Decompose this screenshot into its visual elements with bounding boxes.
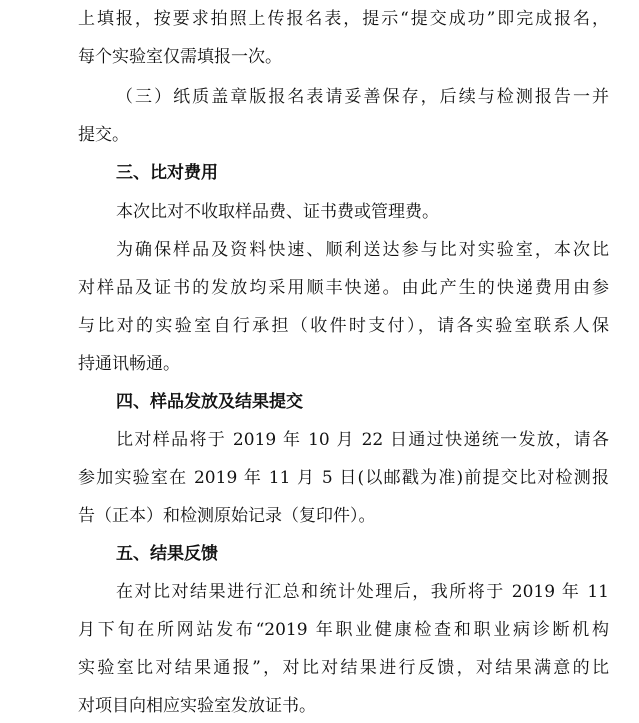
paragraph-line: 本次比对不收取样品费、证书费或管理费。 xyxy=(116,202,439,222)
paragraph-line: 告（正本）和检测原始记录（复印件）。 xyxy=(78,506,376,526)
paragraph-line: 上填报，按要求拍照上传报名表，提示“提交成功”即完成报名， xyxy=(78,9,609,29)
section-heading-fees: 三、比对费用 xyxy=(116,163,218,183)
paragraph-line: 比对样品将于 2019 年 10 月 22 日通过快递统一发放，请各 xyxy=(116,430,609,450)
section-heading-feedback: 五、结果反馈 xyxy=(116,544,218,564)
section-heading-samples: 四、样品发放及结果提交 xyxy=(116,392,303,412)
paragraph-line: 实验室比对结果通报”，对比对结果进行反馈，对结果满意的比 xyxy=(78,658,609,678)
paragraph-line: 月下旬在所网站发布“2019 年职业健康检查和职业病诊断机构 xyxy=(78,620,609,640)
paragraph-line: 与比对的实验室自行承担（收件时支付），请各实验室联系人保 xyxy=(78,316,609,336)
paragraph-line: 为确保样品及资料快速、顺利送达参与比对实验室，本次比 xyxy=(116,240,609,260)
paragraph-line: 参加实验室在 2019 年 11 月 5 日(以邮戳为准)前提交比对检测报 xyxy=(78,468,609,488)
paragraph-line: 每个实验室仅需填报一次。 xyxy=(78,47,282,67)
paragraph-line: 提交。 xyxy=(78,125,129,145)
paragraph-line: （三）纸质盖章版报名表请妥善保存，后续与检测报告一并 xyxy=(116,87,609,107)
paragraph-line: 在对比对结果进行汇总和统计处理后，我所将于 2019 年 11 xyxy=(116,582,609,602)
paragraph-line: 持通讯畅通。 xyxy=(78,354,180,374)
paragraph-line: 对样品及证书的发放均采用顺丰快递。由此产生的快递费用由参 xyxy=(78,278,609,298)
paragraph-line: 对项目向相应实验室发放证书。 xyxy=(78,696,316,716)
